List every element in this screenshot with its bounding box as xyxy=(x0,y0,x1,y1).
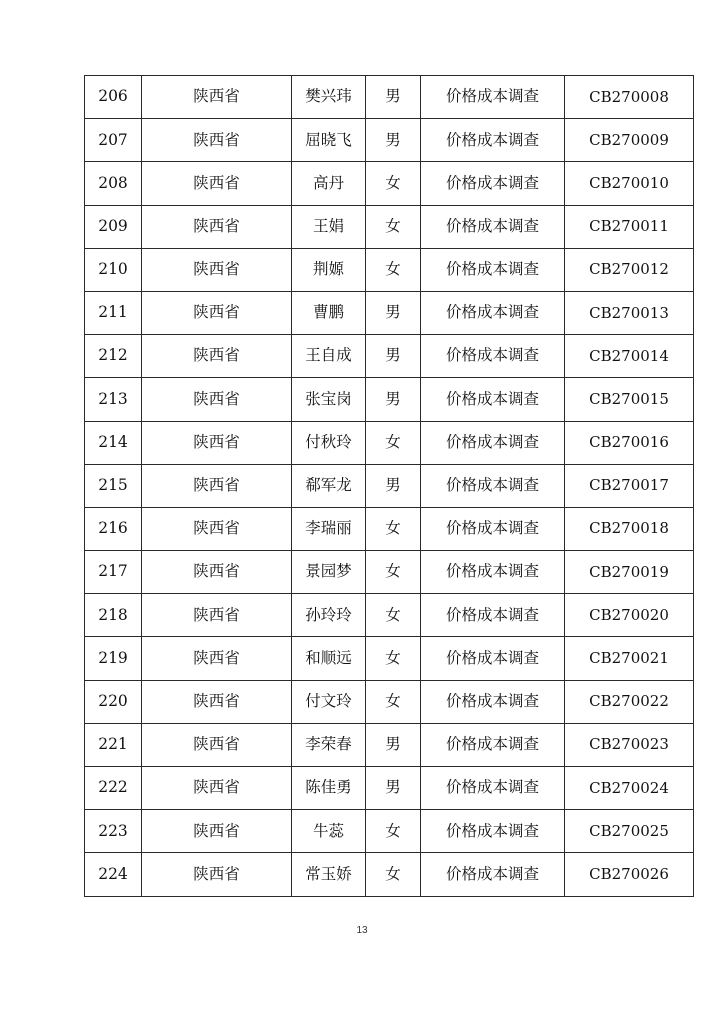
certificate-code-cell: CB270013 xyxy=(565,291,694,334)
survey-type-cell: 价格成本调查 xyxy=(421,205,565,248)
gender-cell: 男 xyxy=(366,291,421,334)
province-cell: 陕西省 xyxy=(142,378,292,421)
person-name-cell: 付秋玲 xyxy=(292,421,366,464)
gender-cell: 女 xyxy=(366,248,421,291)
person-name-cell: 牛蕊 xyxy=(292,810,366,853)
gender-cell: 男 xyxy=(366,335,421,378)
province-cell: 陕西省 xyxy=(142,723,292,766)
certificate-code-cell: CB270015 xyxy=(565,378,694,421)
gender-cell: 女 xyxy=(366,637,421,680)
gender-cell: 女 xyxy=(366,594,421,637)
row-number-cell: 211 xyxy=(85,291,142,334)
province-cell: 陕西省 xyxy=(142,248,292,291)
gender-cell: 女 xyxy=(366,421,421,464)
person-name-cell: 屈晓飞 xyxy=(292,119,366,162)
gender-cell: 男 xyxy=(366,464,421,507)
province-cell: 陕西省 xyxy=(142,76,292,119)
row-number-cell: 224 xyxy=(85,853,142,896)
table-row xyxy=(85,291,694,334)
gender-cell: 男 xyxy=(366,378,421,421)
row-number-cell: 213 xyxy=(85,378,142,421)
person-name-cell: 景园梦 xyxy=(292,551,366,594)
person-name-cell: 张宝岗 xyxy=(292,378,366,421)
gender-cell: 女 xyxy=(366,680,421,723)
table-row xyxy=(85,507,694,550)
survey-type-cell: 价格成本调查 xyxy=(421,162,565,205)
row-number-cell: 208 xyxy=(85,162,142,205)
province-cell: 陕西省 xyxy=(142,594,292,637)
certificate-code-cell: CB270011 xyxy=(565,205,694,248)
survey-type-cell: 价格成本调查 xyxy=(421,767,565,810)
table-row xyxy=(85,162,694,205)
province-cell: 陕西省 xyxy=(142,853,292,896)
table-row xyxy=(85,248,694,291)
province-cell: 陕西省 xyxy=(142,119,292,162)
province-cell: 陕西省 xyxy=(142,162,292,205)
certificate-code-cell: CB270016 xyxy=(565,421,694,464)
gender-cell: 男 xyxy=(366,119,421,162)
person-name-cell: 常玉娇 xyxy=(292,853,366,896)
survey-type-cell: 价格成本调查 xyxy=(421,464,565,507)
certificate-code-cell: CB270024 xyxy=(565,767,694,810)
row-number-cell: 207 xyxy=(85,119,142,162)
table-body xyxy=(85,76,694,897)
table-row xyxy=(85,119,694,162)
person-name-cell: 和顺远 xyxy=(292,637,366,680)
survey-type-cell: 价格成本调查 xyxy=(421,335,565,378)
page-number: 13 xyxy=(356,925,368,936)
province-cell: 陕西省 xyxy=(142,464,292,507)
table-row xyxy=(85,680,694,723)
person-name-cell: 王娟 xyxy=(292,205,366,248)
person-name-cell: 陈佳勇 xyxy=(292,767,366,810)
province-cell: 陕西省 xyxy=(142,421,292,464)
province-cell: 陕西省 xyxy=(142,637,292,680)
row-number-cell: 206 xyxy=(85,76,142,119)
row-number-cell: 222 xyxy=(85,767,142,810)
certificate-code-cell: CB270008 xyxy=(565,76,694,119)
gender-cell: 男 xyxy=(366,723,421,766)
person-name-cell: 郗军龙 xyxy=(292,464,366,507)
province-cell: 陕西省 xyxy=(142,810,292,853)
survey-type-cell: 价格成本调查 xyxy=(421,680,565,723)
row-number-cell: 215 xyxy=(85,464,142,507)
survey-type-cell: 价格成本调查 xyxy=(421,637,565,680)
person-name-cell: 李荣春 xyxy=(292,723,366,766)
certificate-code-cell: CB270021 xyxy=(565,637,694,680)
province-cell: 陕西省 xyxy=(142,335,292,378)
gender-cell: 男 xyxy=(366,767,421,810)
row-number-cell: 209 xyxy=(85,205,142,248)
certificate-code-cell: CB270020 xyxy=(565,594,694,637)
survey-type-cell: 价格成本调查 xyxy=(421,421,565,464)
certificate-code-cell: CB270026 xyxy=(565,853,694,896)
certificate-code-cell: CB270010 xyxy=(565,162,694,205)
person-name-cell: 樊兴玮 xyxy=(292,76,366,119)
person-name-cell: 付文玲 xyxy=(292,680,366,723)
row-number-cell: 223 xyxy=(85,810,142,853)
certificate-code-cell: CB270017 xyxy=(565,464,694,507)
survey-type-cell: 价格成本调查 xyxy=(421,594,565,637)
certificate-code-cell: CB270009 xyxy=(565,119,694,162)
survey-type-cell: 价格成本调查 xyxy=(421,507,565,550)
person-name-cell: 荆嫄 xyxy=(292,248,366,291)
survey-type-cell: 价格成本调查 xyxy=(421,551,565,594)
gender-cell: 女 xyxy=(366,810,421,853)
survey-type-cell: 价格成本调查 xyxy=(421,248,565,291)
province-cell: 陕西省 xyxy=(142,767,292,810)
province-cell: 陕西省 xyxy=(142,551,292,594)
certificate-code-cell: CB270023 xyxy=(565,723,694,766)
row-number-cell: 218 xyxy=(85,594,142,637)
table-row xyxy=(85,76,694,119)
gender-cell: 女 xyxy=(366,551,421,594)
certificate-code-cell: CB270018 xyxy=(565,507,694,550)
certificate-code-cell: CB270019 xyxy=(565,551,694,594)
table-row xyxy=(85,767,694,810)
person-name-cell: 高丹 xyxy=(292,162,366,205)
survey-type-cell: 价格成本调查 xyxy=(421,76,565,119)
certificate-code-cell: CB270022 xyxy=(565,680,694,723)
province-cell: 陕西省 xyxy=(142,680,292,723)
row-number-cell: 219 xyxy=(85,637,142,680)
person-name-cell: 孙玲玲 xyxy=(292,594,366,637)
survey-type-cell: 价格成本调查 xyxy=(421,291,565,334)
row-number-cell: 214 xyxy=(85,421,142,464)
province-cell: 陕西省 xyxy=(142,291,292,334)
row-number-cell: 210 xyxy=(85,248,142,291)
person-name-cell: 王自成 xyxy=(292,335,366,378)
province-cell: 陕西省 xyxy=(142,507,292,550)
certificate-code-cell: CB270025 xyxy=(565,810,694,853)
row-number-cell: 216 xyxy=(85,507,142,550)
row-number-cell: 217 xyxy=(85,551,142,594)
certificate-code-cell: CB270012 xyxy=(565,248,694,291)
table-row xyxy=(85,205,694,248)
gender-cell: 女 xyxy=(366,853,421,896)
table-row xyxy=(85,853,694,896)
gender-cell: 女 xyxy=(366,205,421,248)
row-number-cell: 220 xyxy=(85,680,142,723)
survey-type-cell: 价格成本调查 xyxy=(421,810,565,853)
gender-cell: 女 xyxy=(366,507,421,550)
person-name-cell: 李瑞丽 xyxy=(292,507,366,550)
row-number-cell: 221 xyxy=(85,723,142,766)
survey-type-cell: 价格成本调查 xyxy=(421,378,565,421)
survey-type-cell: 价格成本调查 xyxy=(421,853,565,896)
survey-type-cell: 价格成本调查 xyxy=(421,723,565,766)
personnel-table xyxy=(84,75,694,897)
table-row xyxy=(85,378,694,421)
table-row xyxy=(85,464,694,507)
table-row xyxy=(85,421,694,464)
gender-cell: 女 xyxy=(366,162,421,205)
table-row xyxy=(85,637,694,680)
person-name-cell: 曹鹏 xyxy=(292,291,366,334)
survey-type-cell: 价格成本调查 xyxy=(421,119,565,162)
table-row xyxy=(85,594,694,637)
row-number-cell: 212 xyxy=(85,335,142,378)
province-cell: 陕西省 xyxy=(142,205,292,248)
gender-cell: 男 xyxy=(366,76,421,119)
table-row xyxy=(85,723,694,766)
table-row xyxy=(85,810,694,853)
certificate-code-cell: CB270014 xyxy=(565,335,694,378)
table-row xyxy=(85,335,694,378)
table-row xyxy=(85,551,694,594)
